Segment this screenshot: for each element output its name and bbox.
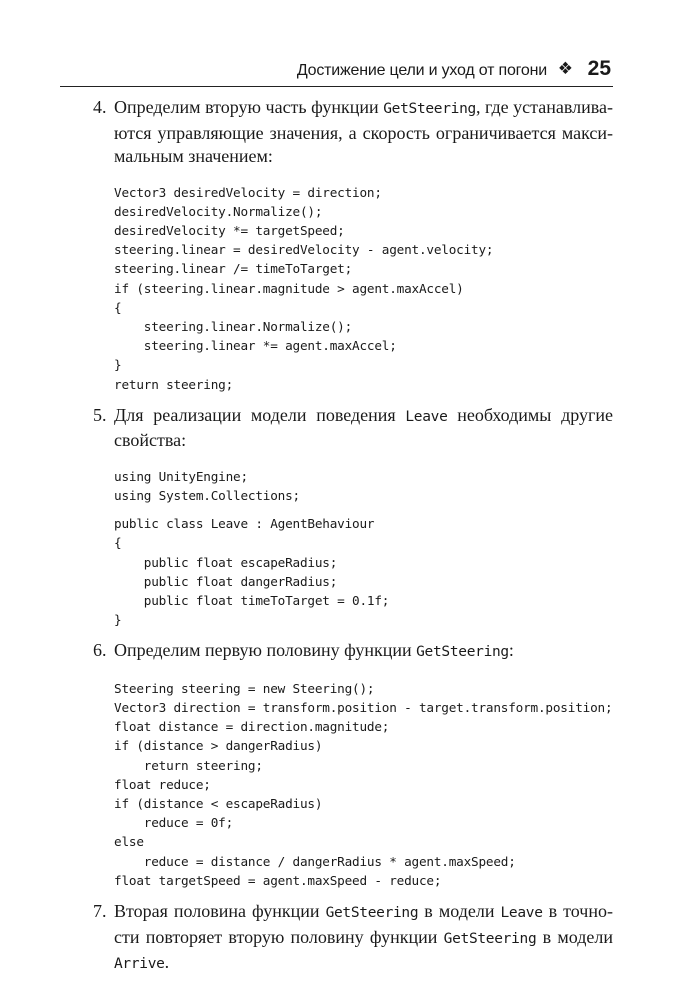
step-5	[93, 404, 613, 630]
inline-code: GetSteering	[443, 930, 537, 947]
running-header	[60, 56, 613, 87]
chapter-title: Достижение цели и уход от погони	[296, 62, 547, 79]
step-paragraph	[114, 900, 613, 977]
step-7	[93, 900, 613, 977]
code-line: return steering;	[114, 376, 234, 392]
code-line: }	[114, 357, 122, 373]
page-number: 25	[587, 57, 611, 80]
text-run: Определим первую половину функции	[114, 640, 417, 661]
page-content	[93, 96, 613, 987]
code-line: reduce = 0f;	[114, 815, 234, 831]
text-run: :	[508, 640, 514, 661]
ornament-icon: ❖	[557, 59, 573, 79]
step-6	[93, 639, 613, 890]
step-text	[93, 96, 613, 169]
step-paragraph	[114, 639, 613, 665]
text-run: .	[164, 952, 170, 973]
step-number: 7.	[93, 901, 107, 922]
code-line: if (steering.linear.magnitude > agent.maxAccel)	[114, 280, 464, 296]
code-block	[114, 183, 613, 394]
code-line: steering.linear /= timeToTarget;	[114, 261, 353, 277]
step-number: 5.	[93, 404, 107, 425]
text-run: в модели	[536, 926, 613, 947]
code-line: desiredVelocity.Normalize();	[114, 203, 323, 219]
step-number: 4.	[93, 97, 107, 117]
step-4	[93, 96, 613, 394]
code-line: reduce = distance / dangerRadius * agent.maxSpeed;	[114, 853, 516, 869]
inline-code: GetSteering	[325, 905, 419, 922]
text-run: , где устанавливаются управляющие значения, а скорость ограничивается максимальным значением:	[114, 97, 613, 166]
code-line: Vector3 direction = transform.position - target.transform.position;	[114, 700, 613, 716]
code-line: using UnityEngine;	[114, 468, 248, 484]
text-run: в модели	[418, 901, 501, 922]
code-line: else	[114, 834, 144, 850]
code-line: public float escapeRadius;	[114, 554, 338, 570]
inline-code: Arrive	[114, 956, 165, 973]
code-block	[114, 679, 613, 890]
text-run: Вторая половина функции	[114, 901, 326, 922]
code-line: }	[114, 612, 122, 628]
code-line: Vector3 desiredVelocity = direction;	[114, 184, 382, 200]
code-block	[114, 467, 613, 630]
text-run: Определим вторую часть функции	[114, 97, 384, 117]
inline-code: Leave	[405, 408, 448, 425]
step-text	[93, 639, 613, 665]
code-line: Steering steering = new Steering();	[114, 680, 375, 696]
step-paragraph	[114, 404, 613, 453]
code-line: {	[114, 299, 122, 315]
text-run: необходимы другие свойства:	[114, 404, 613, 451]
code-line: steering.linear = desiredVelocity - agent.velocity;	[114, 242, 494, 258]
code-line: steering.linear.Normalize();	[114, 318, 353, 334]
inline-code: GetSteering	[383, 101, 476, 117]
code-line: steering.linear *= agent.maxAccel;	[114, 338, 397, 354]
inline-code: GetSteering	[416, 644, 509, 661]
code-line: float distance = direction.magnitude;	[114, 719, 390, 735]
code-line: using System.Collections;	[114, 487, 300, 503]
text-run: в точности повторяет вторую половину функции	[114, 901, 613, 947]
code-line: if (distance < escapeRadius)	[114, 796, 323, 812]
code-line: if (distance > dangerRadius)	[114, 738, 323, 754]
code-line: public float timeToTarget = 0.1f;	[114, 592, 390, 608]
code-line: float reduce;	[114, 776, 211, 792]
code-line: public float dangerRadius;	[114, 573, 338, 589]
code-line: return steering;	[114, 757, 263, 773]
code-gap	[114, 505, 613, 514]
code-line: {	[114, 535, 122, 551]
code-line: public class Leave : AgentBehaviour	[114, 516, 375, 532]
code-line: float targetSpeed = agent.maxSpeed - reduce;	[114, 872, 442, 888]
step-paragraph	[114, 96, 613, 169]
step-text	[93, 900, 613, 977]
inline-code: Leave	[500, 905, 543, 922]
text-run: Для реализации модели поведения	[114, 404, 406, 425]
step-text	[93, 404, 613, 453]
step-number: 6.	[93, 640, 107, 661]
code-line: desiredVelocity *= targetSpeed;	[114, 222, 345, 238]
